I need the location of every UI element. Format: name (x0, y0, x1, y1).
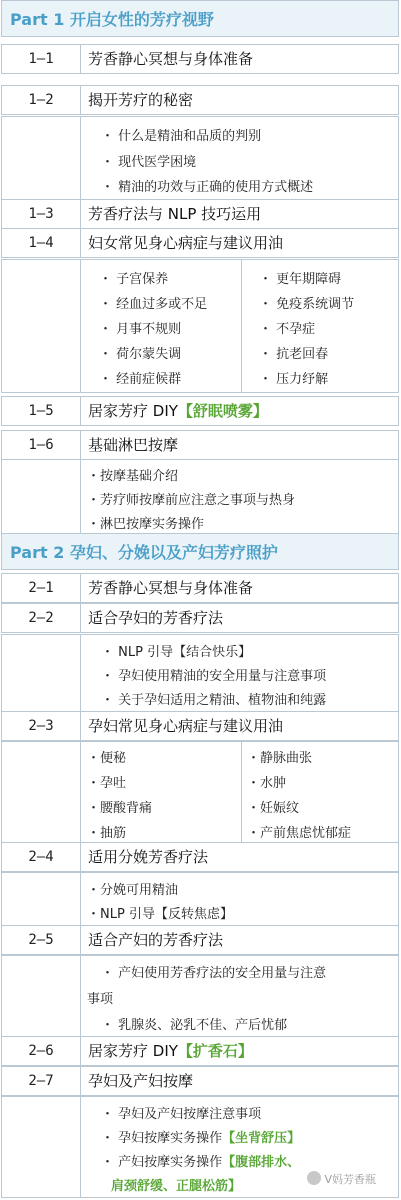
list-item: ・腰酸背痛 (87, 801, 153, 816)
list-item: ・水肿 (247, 776, 287, 791)
section-row (1, 85, 399, 115)
section-number: 2—7 (2, 1067, 81, 1095)
list-item: ・抽筋 (87, 826, 127, 841)
section-number: 2—1 (2, 574, 81, 602)
section-number: 1—3 (2, 200, 81, 228)
section-items (1, 741, 399, 843)
section-items (1, 955, 399, 1037)
list-item-text: ・ 孕妇按摩实务操作 (101, 1131, 223, 1146)
highlight-label: 【坐背舒压】 (222, 1131, 301, 1146)
section-number: 1—6 (2, 431, 81, 459)
section-number: 2—2 (2, 604, 81, 632)
section-row (1, 396, 399, 426)
items-cell (80, 260, 398, 392)
list-item: ・ 不孕症 (259, 322, 316, 337)
list-item: ・ 精油的功效与正确的使用方式概述 (101, 180, 314, 195)
section-row (1, 842, 399, 872)
column-divider (241, 260, 242, 392)
section-title: 芳香疗法与 NLP 技巧运用 (88, 205, 262, 223)
section-title: 适用分娩芳香疗法 (88, 848, 209, 866)
section-row (1, 228, 399, 258)
list-item: ・ 更年期障碍 (259, 272, 342, 287)
section-number: 1—4 (2, 229, 81, 257)
section-number: 2—6 (2, 1037, 81, 1065)
section-number: 1—5 (2, 397, 81, 425)
list-item: ・妊娠纹 (247, 801, 300, 816)
section-title-text: 居家芳疗 DIY (88, 402, 178, 420)
items-cell (80, 742, 398, 842)
section-title: 基础淋巴按摩 (88, 436, 179, 454)
part2-header (1, 533, 399, 570)
list-item: ・芳疗师按摩前应注意之事项与热身 (87, 493, 296, 508)
list-item: ・ 子宫保养 (99, 272, 169, 287)
list-item: ・ 孕妇及产妇按摩注意事项 (101, 1107, 262, 1122)
watermark (307, 1171, 376, 1187)
list-item-text: ・ 产妇按摩实务操作 (101, 1155, 223, 1170)
part1-header (1, 0, 399, 37)
watermark-text: V妈芳香瓶 (324, 1173, 376, 1186)
list-item: ・ 免疫系统调节 (259, 297, 355, 312)
list-item: ・ 现代医学困境 (101, 155, 197, 170)
list-item: ・孕吐 (87, 776, 127, 791)
section-row (1, 603, 399, 633)
highlight-label: 【扩香石】 (177, 1042, 253, 1060)
section-items (1, 459, 399, 534)
list-item: ・静脉曲张 (247, 751, 313, 766)
list-item: ・ 压力纾解 (259, 372, 329, 387)
section-row (1, 573, 399, 603)
section-items (1, 634, 399, 712)
section-row (1, 1066, 399, 1096)
section-row (1, 199, 399, 229)
items-cell (80, 956, 398, 1036)
section-items (1, 1096, 399, 1198)
list-item: ・ NLP 引导【结合快乐】 (101, 645, 252, 660)
list-item-continuation: 事项 (87, 992, 114, 1007)
list-item: ・ 经前症候群 (99, 372, 182, 387)
section-row (1, 1036, 399, 1066)
section-title: 妇女常见身心病症与建议用油 (88, 234, 284, 252)
section-title: 揭开芳疗的秘密 (88, 91, 194, 109)
section-title: 适合产妇的芳香疗法 (88, 931, 224, 949)
list-item: ・ 孕妇使用精油的安全用量与注意事项 (101, 669, 327, 684)
list-item: ・ 抗老回春 (259, 347, 329, 362)
section-row (1, 925, 399, 955)
section-row (1, 430, 399, 460)
highlight-label: 【腹部排水、 (222, 1155, 301, 1170)
section-title (88, 397, 268, 425)
list-item (101, 1151, 300, 1170)
items-cell (80, 635, 398, 711)
list-item: ・ 经血过多或不足 (99, 297, 208, 312)
list-item: ・ 产妇使用芳香疗法的安全用量与注意 (101, 966, 327, 981)
section-items (1, 872, 399, 926)
list-item-continuation: 肩颈舒缓、正腿松筋】 (111, 1179, 242, 1194)
section-items (1, 116, 399, 200)
section-number: 2—3 (2, 712, 81, 740)
list-item: ・ 乳腺炎、泌乳不佳、产后忧郁 (101, 1018, 288, 1033)
list-item (101, 1127, 300, 1146)
section-number: 1—2 (2, 86, 81, 114)
section-row (1, 711, 399, 741)
list-item: ・ 荷尔蒙失调 (99, 347, 182, 362)
section-title: 芳香静心冥想与身体准备 (88, 50, 254, 68)
list-item: ・ 关于孕妇适用之精油、植物油和纯露 (101, 693, 327, 708)
section-row (1, 44, 399, 74)
items-cell (80, 873, 398, 925)
list-item: ・按摩基础介绍 (87, 469, 179, 484)
list-item: ・淋巴按摩实务操作 (87, 517, 205, 532)
part1-title: Part 1 开启女性的芳疗视野 (10, 10, 214, 29)
section-title: 芳香静心冥想与身体准备 (88, 579, 254, 597)
list-item: ・ 什么是精油和品质的判别 (101, 129, 262, 144)
section-number: 1—1 (2, 45, 81, 73)
section-number: 2—4 (2, 843, 81, 871)
section-title: 孕妇及产妇按摩 (88, 1072, 194, 1090)
column-divider (241, 742, 242, 842)
list-item: ・产前焦虑忧郁症 (247, 826, 352, 841)
list-item: ・ 月事不规则 (99, 322, 182, 337)
part2-title: Part 2 孕妇、分娩以及产妇芳疗照护 (10, 543, 278, 562)
section-title: 孕妇常见身心病症与建议用油 (88, 717, 284, 735)
highlight-label: 【舒眠喷雾】 (177, 402, 268, 420)
section-title-text: 居家芳疗 DIY (88, 1042, 178, 1060)
section-title: 适合孕妇的芳香疗法 (88, 609, 224, 627)
watermark-logo-icon (307, 1171, 321, 1185)
section-number: 2—5 (2, 926, 81, 954)
section-title (88, 1037, 253, 1065)
section-items (1, 259, 399, 393)
list-item: ・分娩可用精油 (87, 883, 179, 898)
items-cell (80, 117, 398, 199)
items-cell (80, 460, 398, 533)
list-item: ・NLP 引导【反转焦虑】 (87, 907, 233, 922)
list-item: ・便秘 (87, 751, 127, 766)
